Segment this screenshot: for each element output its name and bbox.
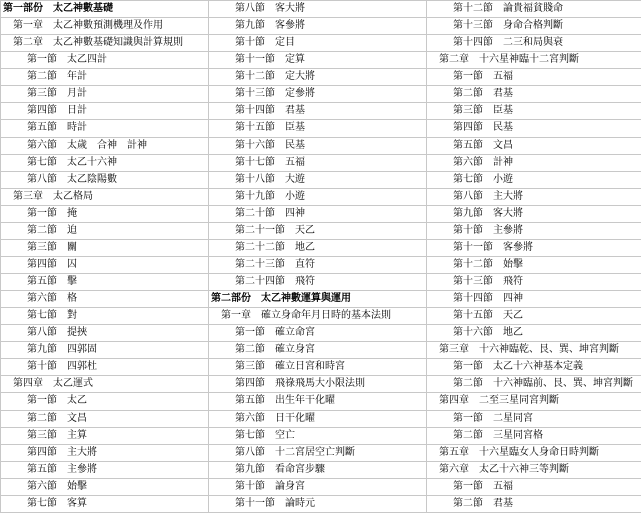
toc-entry: 第八節 提挾 — [1, 325, 209, 342]
table-row — [1, 478, 641, 495]
toc-entry: 第五節 時計 — [1, 120, 209, 137]
toc-entry: 第一節 掩 — [1, 205, 209, 222]
toc-entry: 第二節 文昌 — [1, 410, 209, 427]
toc-entry: 第十六節 地乙 — [427, 325, 641, 342]
table-row — [1, 291, 641, 308]
toc-entry: 第一章 太乙神數預測機理及作用 — [1, 18, 209, 35]
toc-entry: 第十四節 二三和局與衰 — [427, 35, 641, 52]
toc-entry: 第十三節 飛符 — [427, 274, 641, 291]
toc-entry: 第五節 擊 — [1, 274, 209, 291]
toc-entry: 第六節 計神 — [427, 154, 641, 171]
table-row — [1, 325, 641, 342]
toc-entry: 第四章 二至三星同宮判斷 — [427, 393, 641, 410]
toc-entry: 第六節 始擊 — [1, 478, 209, 495]
table-row — [1, 393, 641, 410]
toc-entry: 第三節 月計 — [1, 86, 209, 103]
table-row — [1, 18, 641, 35]
toc-entry: 第二節 確立身宮 — [209, 342, 427, 359]
toc-entry: 第十六節 民基 — [209, 137, 427, 154]
toc-entry: 第八節 太乙陰陽數 — [1, 171, 209, 188]
toc-entry: 第七節 對 — [1, 308, 209, 325]
table-row — [1, 461, 641, 478]
toc-entry: 第一節 太乙四計 — [1, 52, 209, 69]
toc-entry: 第六章 太乙十六神三等判斷 — [427, 461, 641, 478]
toc-entry: 第九節 四郭固 — [1, 342, 209, 359]
toc-entry: 第六節 日干化曜 — [209, 410, 427, 427]
toc-entry: 第八節 十二宮居空亡判斷 — [209, 444, 427, 461]
table-row — [1, 1, 641, 18]
toc-entry: 第二十節 四神 — [209, 205, 427, 222]
toc-entry: 第一節 太乙 — [1, 393, 209, 410]
toc-entry: 第十一節 定算 — [209, 52, 427, 69]
toc-entry: 第十節 主參將 — [427, 222, 641, 239]
toc-entry: 第十一節 客參將 — [427, 239, 641, 256]
toc-entry: 第四節 民基 — [427, 120, 641, 137]
toc-entry: 第十節 定目 — [209, 35, 427, 52]
table-row — [1, 69, 641, 86]
toc-entry: 第九節 客大將 — [427, 205, 641, 222]
toc-entry: 第三節 關 — [1, 239, 209, 256]
toc-entry: 第二節 十六神臨前、艮、巽、坤宮判斷 — [427, 376, 641, 393]
toc-entry: 第二章 太乙神數基礎知識與計算規則 — [1, 35, 209, 52]
toc-entry: 第一節 太乙十六神基本定義 — [427, 359, 641, 376]
toc-entry: 第九節 看命宮步驟 — [209, 461, 427, 478]
toc-entry: 第十節 四郭杜 — [1, 359, 209, 376]
toc-entry: 第三節 確立日宮和時宮 — [209, 359, 427, 376]
toc-entry: 第四節 日計 — [1, 103, 209, 120]
toc-entry: 第七節 空亡 — [209, 427, 427, 444]
toc-entry: 第十節 論身宮 — [209, 478, 427, 495]
toc-entry: 第十三節 定參將 — [209, 86, 427, 103]
toc-entry: 第五節 文昌 — [427, 137, 641, 154]
toc-entry: 第四章 太乙運式 — [1, 376, 209, 393]
toc-entry: 第一章 確立身命年月日時的基本法則 — [209, 308, 427, 325]
toc-entry: 第二部份 太乙神數運算與運用 — [209, 291, 427, 308]
toc-entry: 第十一節 論時元 — [209, 495, 427, 512]
toc-entry: 第三章 十六神臨乾、艮、巽、坤宮判斷 — [427, 342, 641, 359]
table-row — [1, 35, 641, 52]
toc-entry: 第一節 二星同宮 — [427, 410, 641, 427]
table-row — [1, 154, 641, 171]
toc-entry: 第二節 年計 — [1, 69, 209, 86]
toc-entry: 第三章 太乙格局 — [1, 188, 209, 205]
toc-entry: 第一節 五福 — [427, 478, 641, 495]
toc-entry: 第九節 客參將 — [209, 18, 427, 35]
toc-entry: 第二節 君基 — [427, 495, 641, 512]
table-row — [1, 359, 641, 376]
toc-entry: 第四節 主大將 — [1, 444, 209, 461]
toc-entry: 第六節 格 — [1, 291, 209, 308]
toc-entry: 第七節 客算 — [1, 495, 209, 512]
table-row — [1, 205, 641, 222]
table-row — [1, 274, 641, 291]
table-row — [1, 308, 641, 325]
toc-entry: 第十五節 臣基 — [209, 120, 427, 137]
toc-entry: 第四節 飛祿飛馬大小限法則 — [209, 376, 427, 393]
table-row — [1, 376, 641, 393]
table-row — [1, 427, 641, 444]
table-row — [1, 222, 641, 239]
toc-entry: 第十五節 天乙 — [427, 308, 641, 325]
toc-entry: 第三節 臣基 — [427, 103, 641, 120]
toc-entry: 第十四節 四神 — [427, 291, 641, 308]
table-row — [1, 410, 641, 427]
table-row — [1, 444, 641, 461]
toc-entry: 第十二節 論貴福貧賤命 — [427, 1, 641, 18]
toc-entry: 第二節 迫 — [1, 222, 209, 239]
toc-entry: 第二十四節 飛符 — [209, 274, 427, 291]
table-row — [1, 342, 641, 359]
toc-entry: 第一部份 太乙神數基礎 — [1, 1, 209, 18]
toc-entry: 第八節 主大將 — [427, 188, 641, 205]
toc-entry: 第十八節 大遊 — [209, 171, 427, 188]
toc-entry: 第十七節 五福 — [209, 154, 427, 171]
table-row — [1, 103, 641, 120]
toc-entry: 第二節 三星同宮格 — [427, 427, 641, 444]
toc-entry: 第二十二節 地乙 — [209, 239, 427, 256]
toc-entry: 第八節 客大將 — [209, 1, 427, 18]
toc-entry: 第四節 囚 — [1, 256, 209, 273]
toc-entry: 第五節 出生年干化曜 — [209, 393, 427, 410]
toc-entry: 第十二節 定大將 — [209, 69, 427, 86]
table-row — [1, 120, 641, 137]
toc-entry: 第三節 主算 — [1, 427, 209, 444]
table-row — [1, 188, 641, 205]
toc-entry: 第五節 主參將 — [1, 461, 209, 478]
table-row — [1, 495, 641, 512]
toc-entry: 第一節 確立命宮 — [209, 325, 427, 342]
toc-entry: 第六節 太歲 合神 計神 — [1, 137, 209, 154]
table-row — [1, 52, 641, 69]
toc-entry: 第十二節 始擊 — [427, 256, 641, 273]
toc-entry: 第十九節 小遊 — [209, 188, 427, 205]
table-row — [1, 239, 641, 256]
toc-entry: 第二章 十六星神臨十二宮判斷 — [427, 52, 641, 69]
table-row — [1, 86, 641, 103]
toc-entry: 第二十三節 直符 — [209, 256, 427, 273]
toc-entry: 第十三節 身命合格判斷 — [427, 18, 641, 35]
toc-entry: 第二節 君基 — [427, 86, 641, 103]
toc-entry: 第十四節 君基 — [209, 103, 427, 120]
table-row — [1, 137, 641, 154]
table-row — [1, 171, 641, 188]
toc-entry: 第七節 小遊 — [427, 171, 641, 188]
toc-entry: 第一節 五福 — [427, 69, 641, 86]
toc-entry: 第七節 太乙十六神 — [1, 154, 209, 171]
toc-entry: 第二十一節 天乙 — [209, 222, 427, 239]
toc-entry: 第五章 十六星臨女人身命日時判斷 — [427, 444, 641, 461]
table-row — [1, 256, 641, 273]
